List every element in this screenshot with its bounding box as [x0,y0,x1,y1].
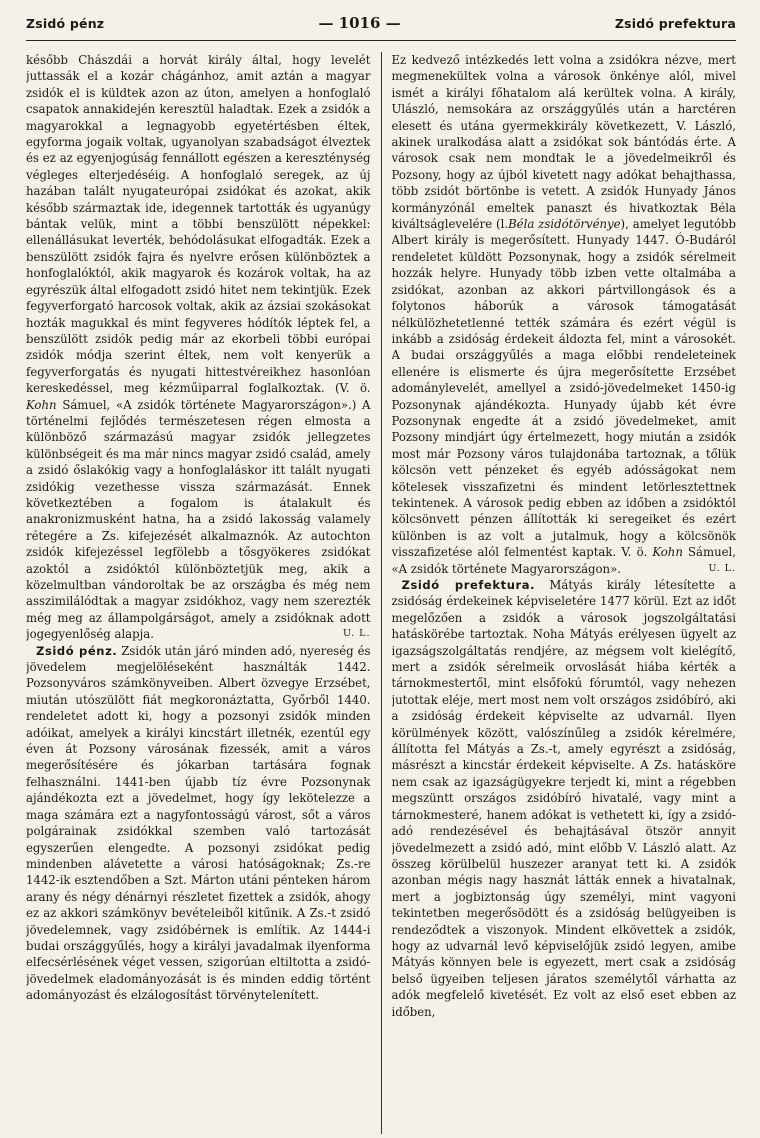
column-right [392,52,737,1134]
column-left [26,52,371,1134]
signature: U. L. [342,628,371,640]
text: ), amelyet legutóbb Albert király is megerősített. Hunyady 1447. Ó-Budáról rendeletet küldött Pozsonynak, hogy a zsidók sérelmeit hozzák helyre. Hunyady több izben vette oltalmába a zsidókat, azonban az akkori pártvillongások és a folytonos háborúk a városok támogatását nélkülözhetetlenné tették számára és ezért végül is inkább a zsidóság érdekeit áldozta fel, mint a városokét. A budai országgyűlés a maga előbbi rendeleteinek ellenére is elismerte és újra megerősítette Erzsébet adománylevelét, amellyel a zsidó-jövedelmeket 1450-ig Pozsonynak ajándékozta. Hunyady újabb két évre Pozsonynak engedte át a zsidó jövedelmeket, amit Pozsony mindjárt úgy értelmezett, hogy miután a zsidók most már Pozsony város tulajdonába tartoznak, a tőlük kölcsön vett pénzeket és egyéb adósságokat nem kötelesek visszafizetni és mindent letörlesztettnek tekintenek. A városok pedig ebben az időben a zsidóktól kölcsönvett pénzen állították ki seregeiket és ezért különben is az volt a jutalmuk, hogy a kölcsönök visszafizetése alól felmentést kaptak. V. ö. [391,217,736,560]
entry-zsido-prefektura [392,577,737,1020]
header-rule [26,40,736,41]
page-number: — 1016 — [318,14,401,32]
entry-zsido-penz [26,643,371,1004]
ref-author: Kohn [26,397,57,412]
ref-author: Kohn [652,545,683,560]
signature: U. L. [708,562,736,574]
header-left: Zsidó pénz [26,16,105,31]
column-separator [381,52,382,1134]
paragraph [26,52,371,643]
text: Ez kedvező intézkedés lett volna a zsidókra nézve, mert megmenekültek volna a városok önkénye alól, mivel ismét a királyi főhatalom alá kerültek volna. A király, Ulászló, nemsokára az országgyűlés után a harctéren elesett és utána gyermekkirály következett, V. László, akinek uralkodása alatt a zsidókat sok bántódás érte. A városok csak nem mondtak le a jövedelmeikről és Pozsony, hogy az újból kivetett nagy adókat behajthassa, több zsidót börtönbe is vetett. A zsidók Hunyady János kormányzónál emeltek panaszt és hivatkoztak Béla kiváltságlevelére (l. [391,53,736,232]
italic-title: Béla zsidótörvénye [508,217,621,232]
entry-text: Mátyás király létesítette a zsidóság érdekeinek képviseletére 1477 körül. Ezt az időt megelőzően a zsidók a városok jogszolgáltatási hatáskörébe tartoztak. Noha Mátyás erélyesen ügyelt az igazságszolgáltatás rendjére, az mégsem volt kielégítő, mert a zsidók sérelmeik orvoslását hiába kérték a tárnokmestertől, mint elsőfokú fórumtól, vagy nehezen jutottak eléje, mert most nem volt országos zsidóbíró, aki a zsidóság érdekeit képviselte az udvarnál. Ilyen körülmények között, valószínűleg a zsidók kérelmére, állította fel Mátyás a Zs.-t, amely egyrészt a zsidóság, másrészt a kincstár érdekeit képviselte. A Zs. hatásköre nem csak az igazságügyekre terjedt ki, mint a régebben megszüntt országos zsidóbíró hivatalé, vagy mint a tárnokmesteré, hanem adókat is vethetett ki, így a zsidó-adó rendezésével és behajtásával ötször annyit jövedelmezett a zsidó adó, mint előbb V. László alatt. Az összeg körülbelül huszezer aranyat tett ki. A zsidók azonban mégis nagy hasznát látták ennek a hivatalnak, mert a jogbiztonság úgy személyi, mint vagyoni tekintetben megerősödött és a zsidóság belügyeiben is rendeződtek a viszonyok. Mindent elkövettek a zsidók, hogy az udvarnál levő képviselőjük zsidó legyen, amibe Mátyás könnyen bele is egyezett, mert csak a zsidóság belső ügyeiben teljesen járatos személytől várhatta az adók megfelelő kivetését. Ez volt az első eset ebben az időben, [391,578,736,1019]
entry-text: Zsidók után járó minden adó, nyereség és jövedelem megjelöléseként használták 1442. Pozsonyváros számkönyveiben. Albert özvegye Erzsébet, miután utószülött fiát megkoronáztatta, Győrből 1440. rendeletet adott ki, hogy a pozsonyi zsidók minden adóikat, amelyek a királyi kincstárt illetnék, ezentúl egy éven át Pozsony városának fizessék, amit a város megerősítésére és jókarban tartására fognak felhasználni. 1441-ben újabb tíz évre Pozsonynak ajándékozta ezt a jövedelmet, hogy így lekötelezze a maga számára ezt a nagyfontosságú várost, sőt a város polgárainak zsidókkal szemben való tartozását egyszerűen elengedte. A pozsonyi zsidókat pedig mindenben alávetette a városi hatóságoknak; Zs.-re 1442-ik esztendőben a Szt. Márton utáni pénteken három arany és négy dénárnyi részletet fizettek a zsidók, ahogy ez az akkori számkönyv bevételeiből kitűnik. A Zs.-t zsidó jövedelemnek, vagy zsidóbérnek is említik. Az 1444-i budai országgyűlés, hogy a királyi javadalmak ilyenforma elfecsérlésének véget vessen, szigorúan eltiltotta a zsidó-jövedelmek eladományozását is és minden eddig történt adományozást és elzálogosítást törvénytelenített. [26,643,371,1003]
text: később Chászdái a horvát király által, hogy levelét juttassák el a kozár chágánhoz, amit aztán a magyar zsidók el is küldtek azon az úton, amelyen a honfoglaló csapatok annakidején keresztül haladtak. Ezek a zsidók a magyarokkal a legnagyobb egyetértésben éltek, egyforma jogaik voltak, ugyanolyan szabadságot élveztek és ez az egyenjogúság fennállott egészen a kereszténység végleges elterjedéséig. A honfoglaló seregek, az új hazában talált nyugateurópai zsidókat és azokat, akik később származtak ide, idegennek tartották és ugyanúgy bántak velük, mint a többi benszülött népekkel: ellenállásukat leverték, behódolásukat elfogadták. Ezek a benszülött zsidók fajra és nyelvre erősen különböztek a honfoglalóktól, akik magyarok és kozárok voltak, ha az egyrészük által elfogadott zsidó hitet nem tekintjük. Ezek fegyverforgató harcosok voltak, akik az ázsiai szokásokat hozták magukkal és mint fegyveres hódítók léptek fel, a benszülött zsidók pedig már az ekorbeli többi európai zsidók módja szerint éltek, nem volt kenyerük a fegyverforgatás és nyugati hittestvéreikhez hasonlóan kereskedéssel, meg kézműiparral foglalkoztak. (V. ö. [26,53,371,396]
text: Sámuel, «A zsidók története Magyarországon». [391,545,736,576]
headword: Zsidó prefektura. [401,578,536,592]
running-header [26,14,736,38]
text-columns [26,52,736,1134]
paragraph [392,52,737,577]
header-right: Zsidó prefektura [614,16,736,31]
text: Sámuel, «A zsidók története Magyarországon».) A történelmi fejlődés természetesen régen elmosta a különböző származású magyar zsidók jellegzetes különbségeit és ma már nincs magyar zsidó család, amely a zsidó őslakókig vagy a honfoglaláskor itt talált nyugati zsidókig vezethesse vissza származását. Ennek következtében a fogalom is átalakult és anakronizmusként hatna, ha a zsidó lakosság valamely rétegére a Zs. kifejezését alkalmaznók. Az autochton zsidók kifejezéssel legfölebb a tősgyökeres zsidókat azoktól a zsidóktól különböztetjük meg, akik a közelmultban vándoroltak be az országba és még nem asszimilálódtak a magyar zsidókhoz, vagy nem szerezték még meg az állampolgárságot, amely a zsidóknak adott jogegyenlőség alapja. [26,397,371,642]
headword: Zsidó pénz. [36,643,118,658]
